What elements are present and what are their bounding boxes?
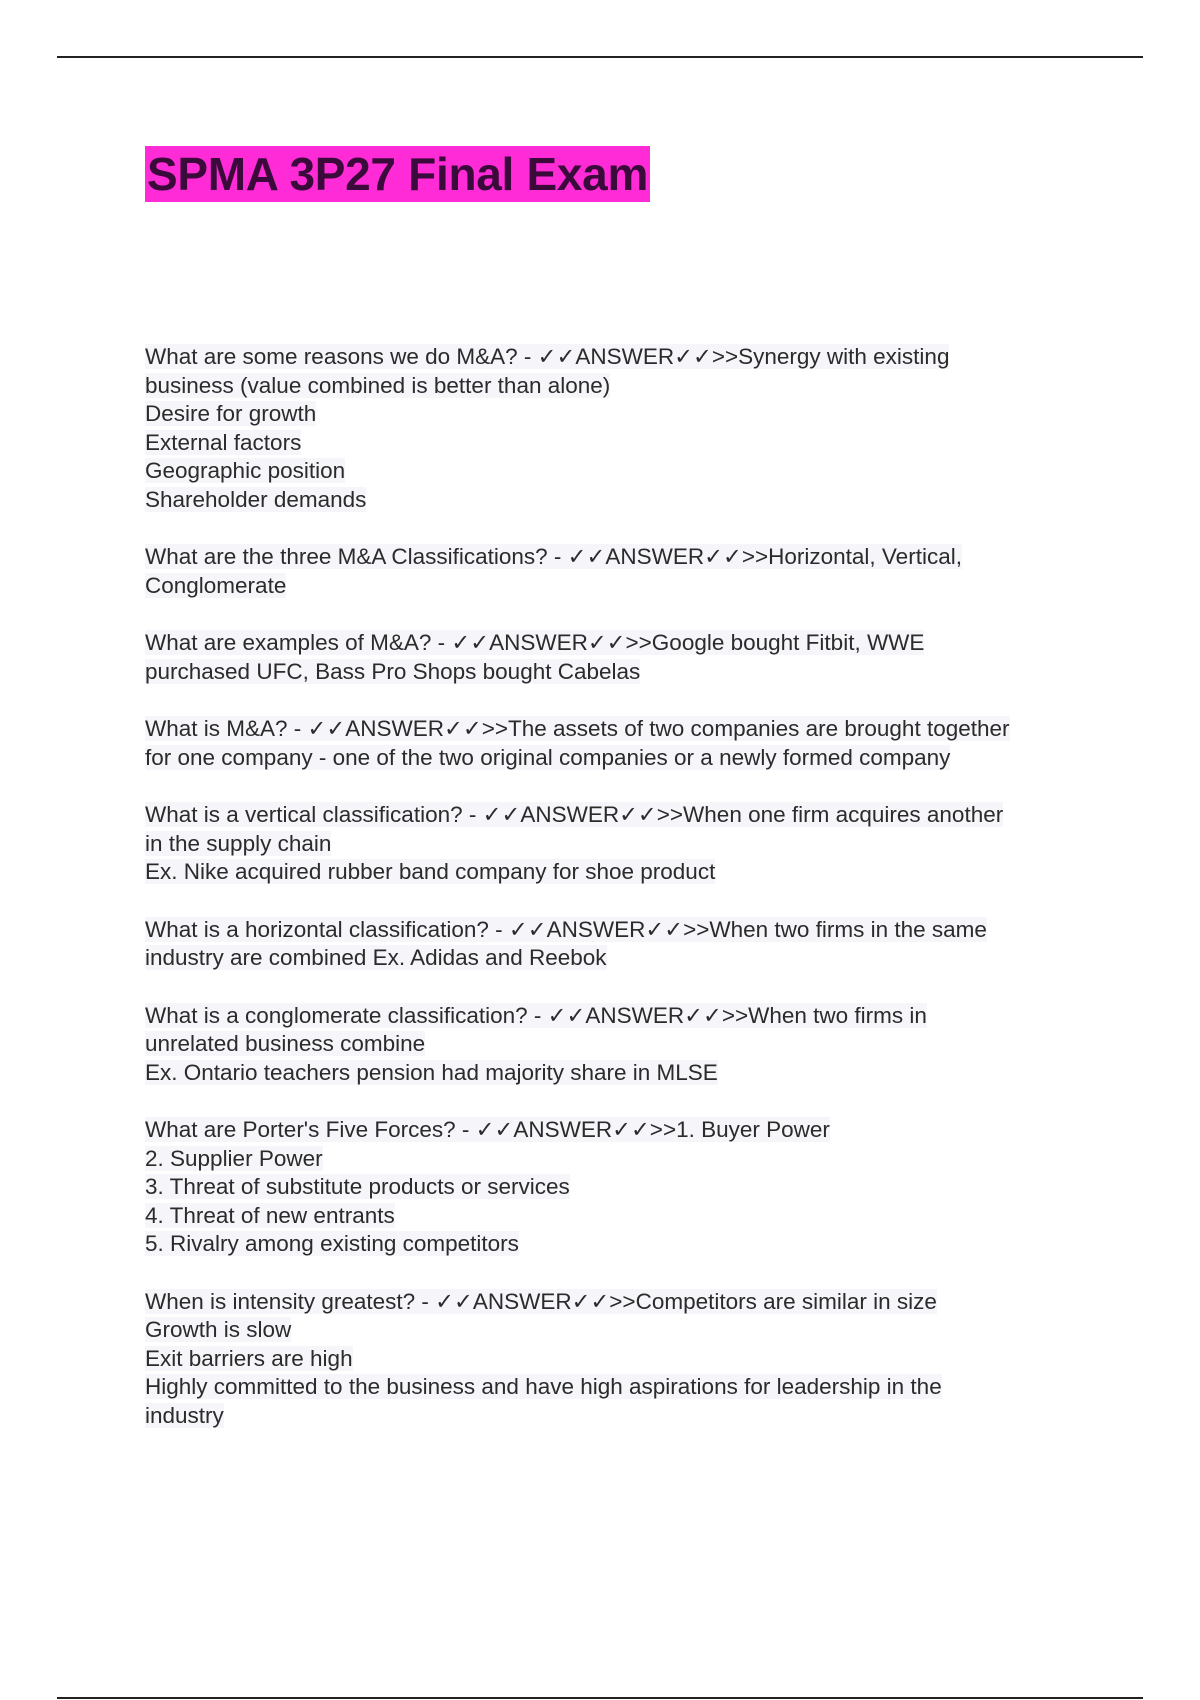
qa-line: What are examples of M&A? - ✓✓ANSWER✓✓>>Google bought Fitbit, WWE [145,630,925,655]
qa-entry [145,916,1085,973]
title-container [145,146,650,202]
qa-line: 4. Threat of new entrants [145,1202,395,1228]
qa-line: What are some reasons we do M&A? - ✓✓ANSWER✓✓>>Synergy with existing [145,344,950,369]
qa-line: When is intensity greatest? - ✓✓ANSWER✓✓>>Competitors are similar in size [145,1288,937,1314]
qa-line: Shareholder demands [145,486,367,512]
qa-line: industry are combined Ex. Adidas and Reebok [145,945,607,970]
qa-line: 2. Supplier Power [145,1145,323,1171]
qa-line: in the supply chain [145,830,332,856]
qa-entry [145,1116,1085,1259]
qa-line: industry [145,1402,224,1428]
qa-line: What are Porter's Five Forces? - ✓✓ANSWER✓✓>>1. Buyer Power [145,1117,830,1142]
page-title: SPMA 3P27 Final Exam [147,148,649,200]
qa-entry [145,343,1085,514]
qa-line: What are the three M&A Classifications? - ✓✓ANSWER✓✓>>Horizontal, Vertical, [145,544,962,569]
qa-line: What is a conglomerate classification? - ✓✓ANSWER✓✓>>When two firms in [145,1002,927,1028]
top-rule [57,56,1143,58]
qa-entry [145,1002,1085,1088]
qa-line: What is a vertical classification? - ✓✓ANSWER✓✓>>When one firm acquires another [145,802,1004,827]
qa-line: business (value combined is better than alone) [145,372,611,398]
qa-line: Geographic position [145,458,346,483]
qa-line: Ex. Ontario teachers pension had majority share in MLSE [145,1059,718,1085]
qa-line: for one company - one of the two original companies or a newly formed company [145,744,951,770]
qa-entry [145,543,1085,600]
qa-entry [145,1288,1085,1431]
qa-entry [145,801,1085,887]
qa-line: What is a horizontal classification? - ✓✓ANSWER✓✓>>When two firms in the same [145,916,987,942]
bottom-rule [57,1697,1143,1699]
qa-line: Exit barriers are high [145,1345,353,1371]
qa-line: unrelated business combine [145,1031,426,1056]
qa-line: Highly committed to the business and have high aspirations for leadership in the [145,1374,942,1399]
qa-line: What is M&A? - ✓✓ANSWER✓✓>>The assets of two companies are brought together [145,716,1010,741]
qa-list [145,343,1085,1459]
qa-line: Growth is slow [145,1317,292,1342]
qa-line: External factors [145,429,302,455]
qa-entry [145,715,1085,772]
qa-line: purchased UFC, Bass Pro Shops bought Cabelas [145,658,641,684]
qa-line: Ex. Nike acquired rubber band company for shoe product [145,859,716,884]
qa-line: 5. Rivalry among existing competitors [145,1231,519,1256]
qa-line: 3. Threat of substitute products or services [145,1174,570,1199]
qa-line: Conglomerate [145,572,287,598]
qa-entry [145,629,1085,686]
qa-line: Desire for growth [145,401,317,426]
